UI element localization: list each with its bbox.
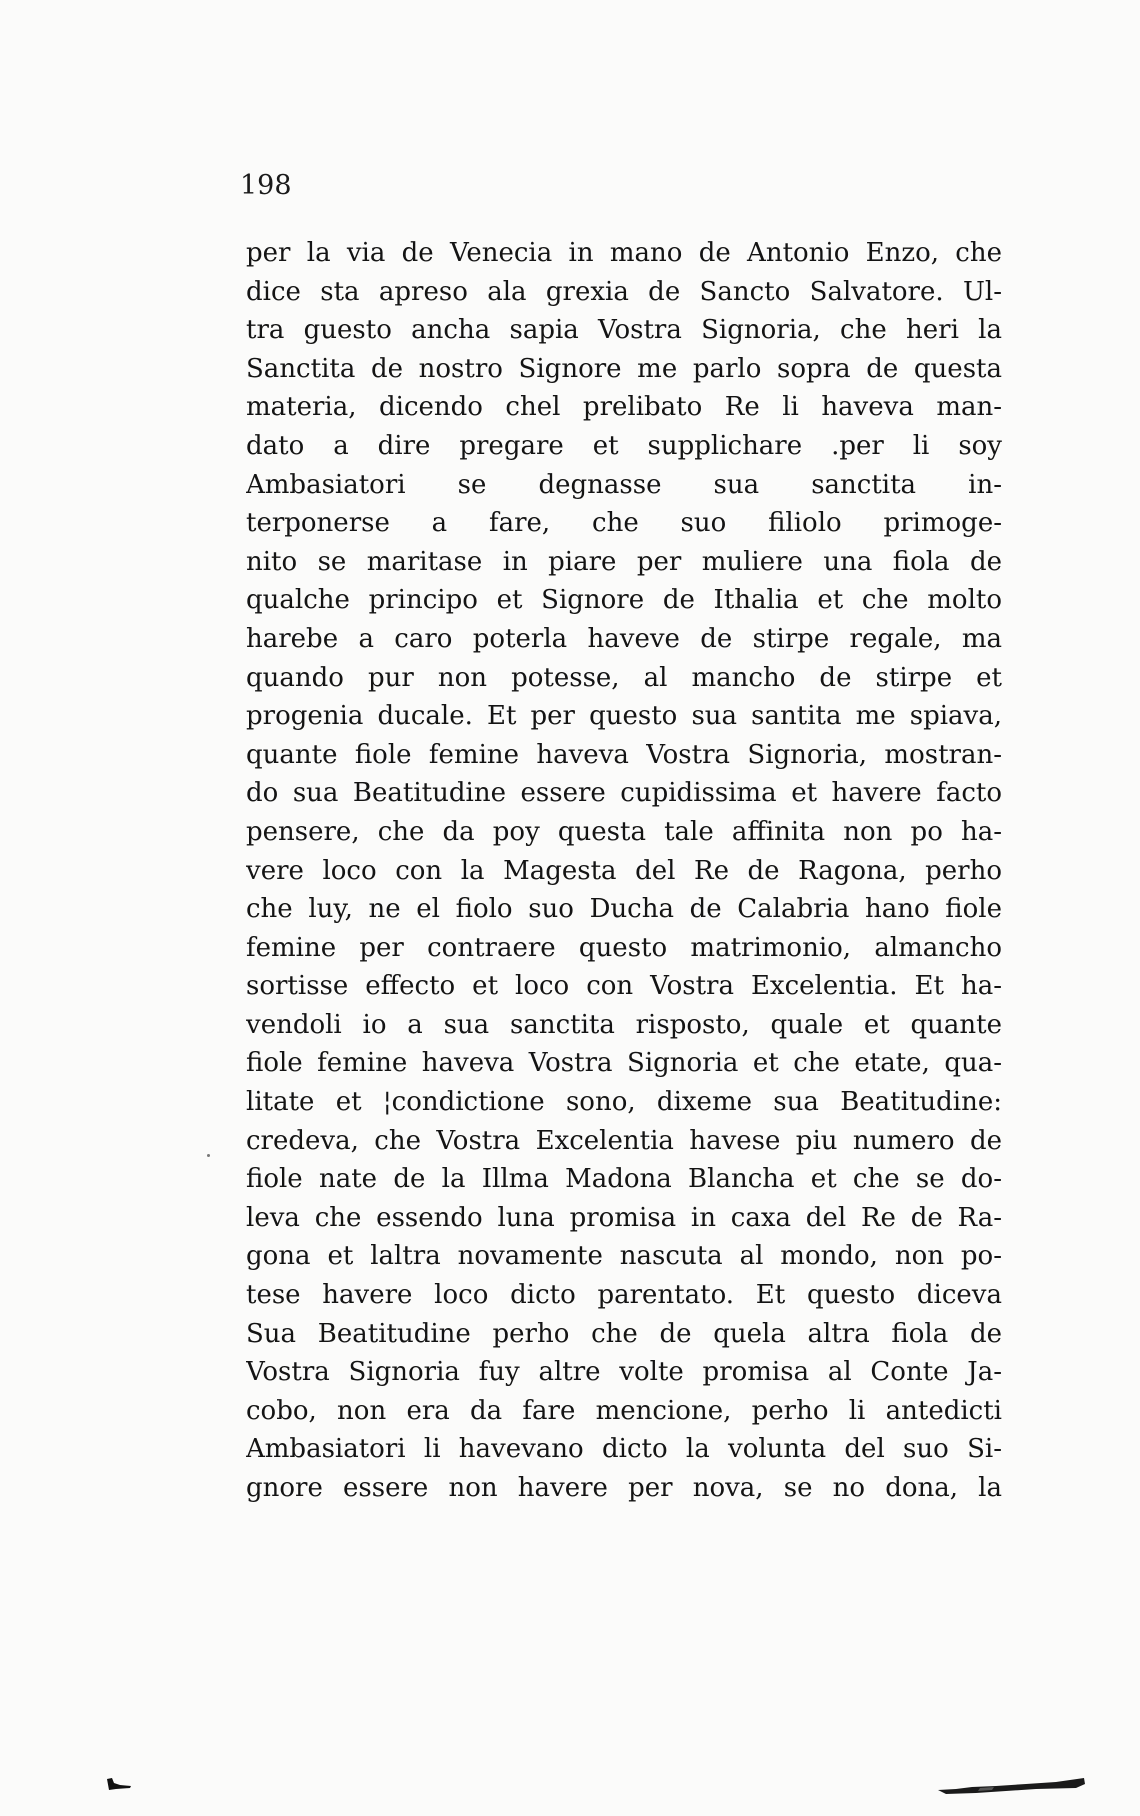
body-text <box>246 234 1002 1508</box>
scan-blot-icon <box>106 1777 132 1791</box>
text-line: quando pur non potesse, al mancho de stirpe et <box>246 662 1002 693</box>
text-line: gnore essere non havere per nova, se no dona, la <box>246 1473 1002 1503</box>
text-line: che luy, ne el fiolo suo Ducha de Calabria hano fiole <box>246 894 1002 925</box>
text-line: vendoli io a sua sanctita risposto, quale et quante <box>246 1009 1002 1040</box>
text-line: Vostra Signoria fuy altre volte promisa al Conte Ja- <box>246 1357 1002 1388</box>
text-line: vere loco con la Magesta del Re de Ragona, perho <box>246 855 1002 886</box>
text-line: fiole nate de la Illma Madona Blancha et che se do- <box>246 1164 1002 1195</box>
text-line: do sua Beatitudine essere cupidissima et havere facto <box>246 778 1002 809</box>
text-line: per la via de Venecia in mano de Antonio Enzo, che <box>246 238 1002 268</box>
text-line: fiole femine haveva Vostra Signoria et che etate, qua- <box>246 1048 1002 1079</box>
text-line: femine per contraere questo matrimonio, almancho <box>246 932 1002 963</box>
text-line: progenia ducale. Et per questo sua santita me spiava, <box>246 701 1002 732</box>
scan-speck <box>207 1154 210 1157</box>
text-line: Sua Beatitudine perho che de quela altra fiola de <box>246 1318 1002 1349</box>
text-line: Sanctita de nostro Signore me parlo sopra de questa <box>246 353 1002 384</box>
text-line: tra guesto ancha sapia Vostra Signoria, che heri la <box>246 315 1002 346</box>
text-line: gona et laltra novamente nascuta al mondo, non po- <box>246 1241 1002 1272</box>
page-number: 198 <box>240 170 292 201</box>
text-line: pensere, che da poy questa tale affinita non po ha- <box>246 816 1002 847</box>
text-line: Ambasiatori li havevano dicto la volunta del suo Si- <box>246 1434 1002 1465</box>
text-line: leva che essendo luna promisa in caxa del Re de Ra- <box>246 1202 1002 1233</box>
text-line: dato a dire pregare et supplichare .per li soy <box>246 430 1002 461</box>
text-line: tese havere loco dicto parentato. Et questo diceva <box>246 1280 1002 1311</box>
text-line: quante fiole femine haveva Vostra Signoria, mostran- <box>246 739 1002 770</box>
text-line: materia, dicendo chel prelibato Re li haveva man- <box>246 392 1002 423</box>
text-line: terponerse a fare, che suo filiolo primoge- <box>246 508 1002 539</box>
text-line: Ambasiatori se degnasse sua sanctita in- <box>246 469 1002 500</box>
text-line: dice sta apreso ala grexia de Sancto Salvatore. Ul- <box>246 276 1002 307</box>
scan-smudge-icon <box>936 1774 1086 1796</box>
text-line: cobo, non era da fare mencione, perho li antedicti <box>246 1395 1002 1426</box>
text-line: sortisse effecto et loco con Vostra Excelentia. Et ha- <box>246 971 1002 1002</box>
text-line: credeva, che Vostra Excelentia havese piu numero de <box>246 1125 1002 1156</box>
text-line: harebe a caro poterla haveve de stirpe regale, ma <box>246 623 1002 654</box>
text-line: qualche principo et Signore de Ithalia et che molto <box>246 585 1002 616</box>
text-line: litate et ¦condictione sono, dixeme sua Beatitudine: <box>246 1087 1002 1118</box>
text-line: nito se maritase in piare per muliere una fiola de <box>246 546 1002 577</box>
